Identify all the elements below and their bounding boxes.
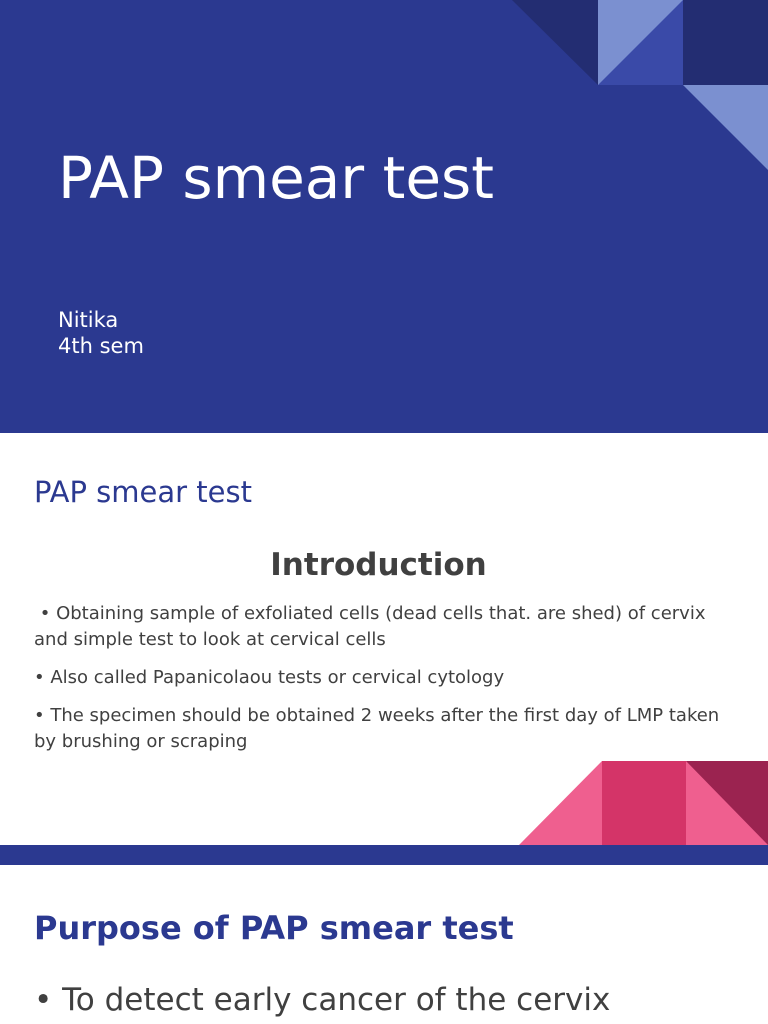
dark-square — [683, 0, 768, 85]
pink-triangle — [519, 761, 602, 845]
magenta-square — [602, 761, 686, 845]
pink-corner-decoration — [0, 433, 768, 845]
corner-decoration — [0, 0, 768, 433]
author-name: Nitika — [58, 308, 119, 332]
slide-subtitle — [58, 307, 144, 359]
bullet-item: • The specimen should be obtained 2 weeks after the first day of LMP taken by brushing or scraping — [34, 705, 720, 752]
section-heading: Introduction — [270, 547, 487, 583]
bullet-item: • To detect early cancer of the cervix — [34, 982, 611, 1018]
separator-band — [0, 845, 768, 865]
purpose-slide — [0, 865, 768, 1024]
light-triangle-lower — [683, 85, 768, 170]
introduction-slide — [0, 433, 768, 845]
bullet-item: • Also called Papanicolaou tests or cervical cytology — [34, 667, 505, 688]
slide-title: PAP smear test — [58, 144, 494, 212]
semester-label: 4th sem — [58, 334, 144, 358]
bullet-item: • Obtaining sample of exfoliated cells (dead cells that. are shed) of cervix and simple test to look at cervical cells — [34, 603, 712, 650]
title-slide — [0, 0, 768, 433]
slide-header: PAP smear test — [34, 475, 252, 509]
slide-header: Purpose of PAP smear test — [34, 909, 514, 947]
dark-triangle-left — [512, 0, 598, 85]
